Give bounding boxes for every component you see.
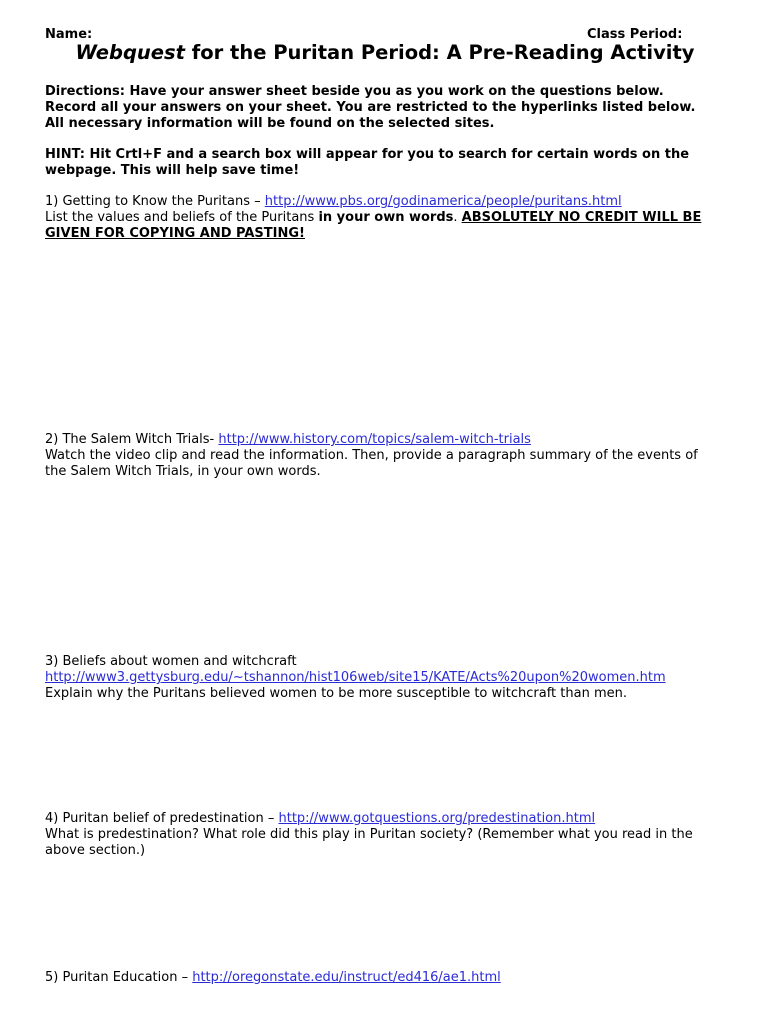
question-1 xyxy=(45,194,725,242)
directions-line: Directions: Have your answer sheet beside you as you work on the questions below. xyxy=(45,84,664,99)
class-period-label: Class Period: xyxy=(587,27,683,42)
hint-line: webpage. This will help save time! xyxy=(45,163,300,178)
question-heading: 2) The Salem Witch Trials- xyxy=(45,432,219,447)
question-text: Watch the video clip and read the information. Then, provide a paragraph summary of the events of xyxy=(45,448,698,463)
question-text: List the values and beliefs of the Puritans xyxy=(45,210,319,225)
question-heading: 5) Puritan Education – xyxy=(45,970,193,985)
question-text-bold: in your own words xyxy=(318,210,454,225)
question-4 xyxy=(45,811,725,859)
hint-line: HINT: Hit Crtl+F and a search box will appear for you to search for certain words on the xyxy=(45,147,690,162)
name-label: Name: xyxy=(45,27,93,42)
no-credit-warning: ABSOLUTELY NO CREDIT WILL BE xyxy=(461,210,702,225)
question-2 xyxy=(45,432,725,480)
question-heading: 4) Puritan belief of predestination – xyxy=(45,811,279,826)
question-heading: 1) Getting to Know the Puritans – xyxy=(45,194,265,209)
directions-line: Record all your answers on your sheet. You are restricted to the hyperlinks listed below. xyxy=(45,100,696,115)
question-text: What is predestination? What role did this play in Puritan society? (Remember what you read in the xyxy=(45,827,693,842)
question-link[interactable]: http://www3.gettysburg.edu/~tshannon/hist106web/site15/KATE/Acts%20upon%20women.htm xyxy=(45,670,666,685)
question-link[interactable]: http://www.pbs.org/godinamerica/people/puritans.html xyxy=(264,194,622,209)
question-text: . xyxy=(453,210,462,225)
question-link[interactable]: http://www.gotquestions.org/predestination.html xyxy=(278,811,596,826)
title-italic: Webquest xyxy=(75,41,185,64)
directions xyxy=(45,84,725,132)
directions-line: All necessary information will be found on the selected sites. xyxy=(45,116,495,131)
question-text: above section.) xyxy=(45,843,146,858)
page-title xyxy=(45,41,725,64)
no-credit-warning: GIVEN FOR COPYING AND PASTING! xyxy=(45,226,305,241)
question-heading: 3) Beliefs about women and witchcraft xyxy=(45,654,297,669)
question-link[interactable]: http://www.history.com/topics/salem-witch-trials xyxy=(218,432,531,447)
title-rest: for the Puritan Period: A Pre-Reading Activity xyxy=(184,41,695,64)
question-link[interactable]: http://oregonstate.edu/instruct/ed416/ae1.html xyxy=(192,970,501,985)
question-5 xyxy=(45,970,725,986)
hint xyxy=(45,147,725,179)
question-3 xyxy=(45,654,725,702)
question-text: Explain why the Puritans believed women to be more susceptible to witchcraft than men. xyxy=(45,686,627,701)
question-text: the Salem Witch Trials, in your own words. xyxy=(45,464,321,479)
